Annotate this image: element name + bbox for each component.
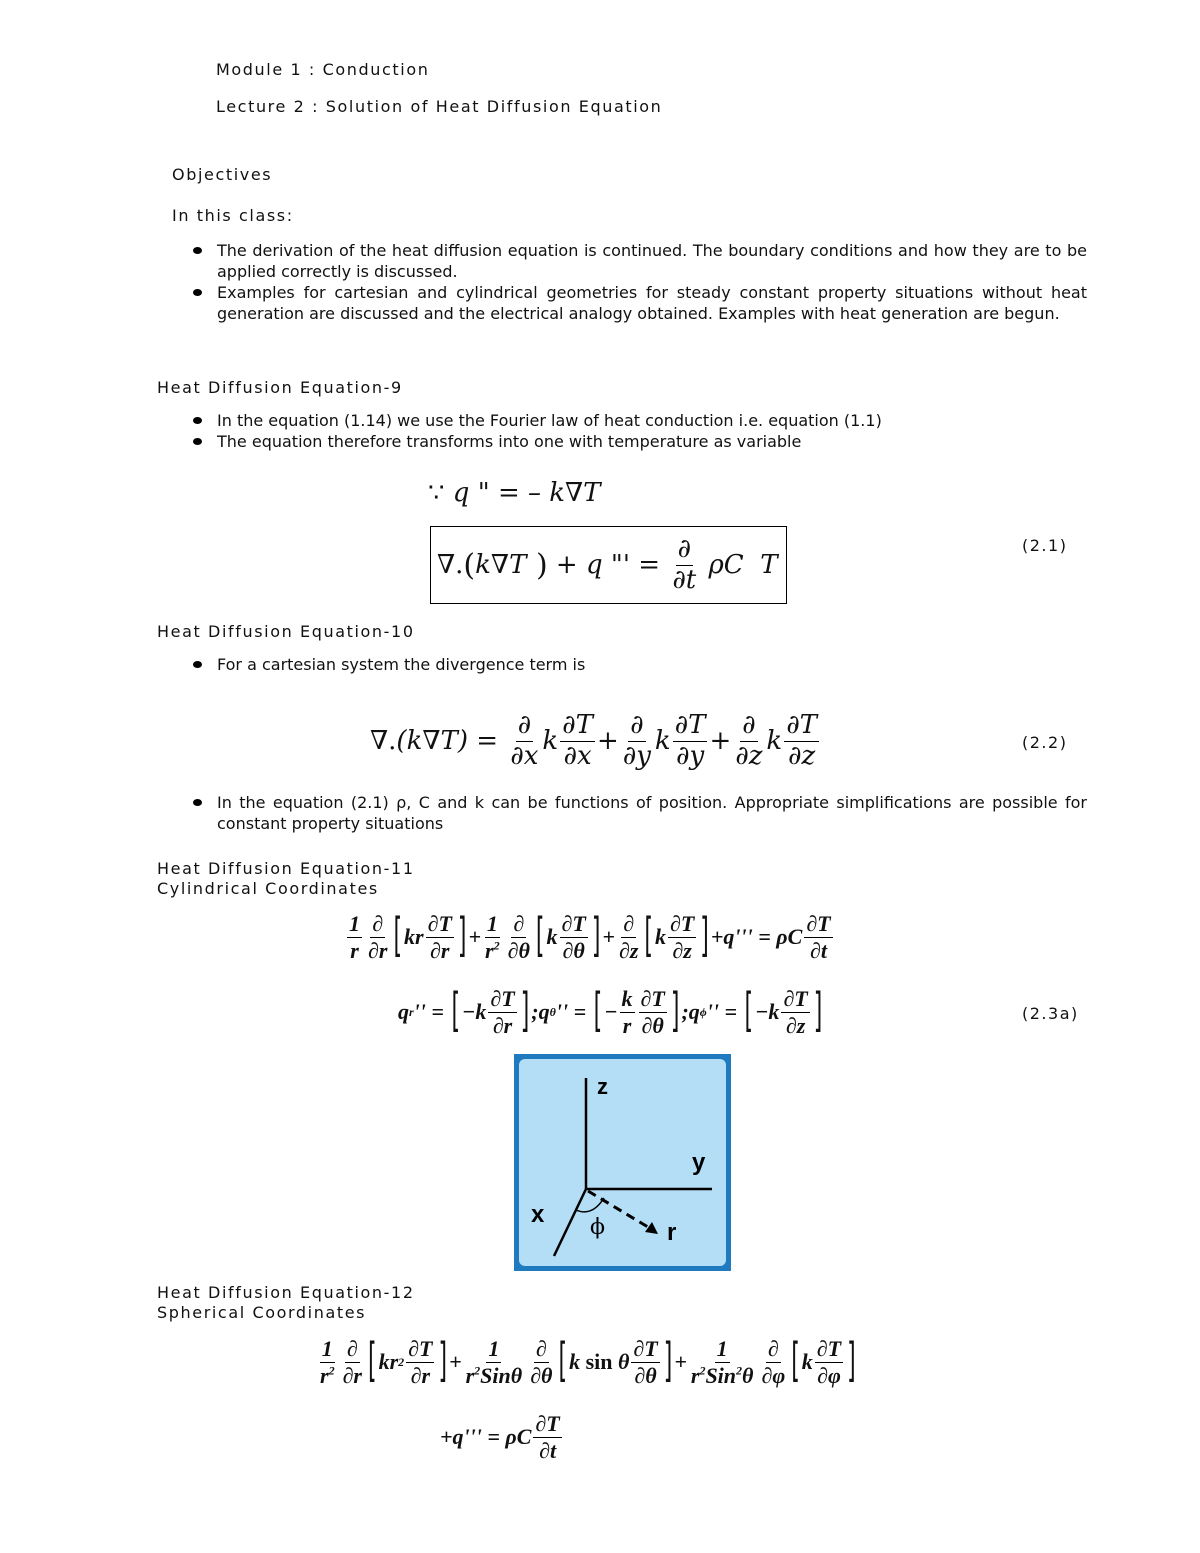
cylindrical-equation: $\frac{1}{r}$ $\frac{\partial}{\partial r}$ [ kr $\frac{\partial T}{\partial r}$ ] + $\frac{1}{r^2}$ $\frac{\partial}{\partial\theta}$ [ k $\frac{\partial T}{\partial\theta}$ ] + $\frac{\partial}{\partial z}$ [ k $\frac{\partial T}{\partial z}$ ] +q''' = ρC $\frac{\partial T}{\partial t}$ [349,910,831,964]
phi-label: ϕ [590,1215,605,1240]
section9-list [193,410,1087,452]
objectives-intro: In this class: [172,206,294,225]
module-title: Module 1 : Conduction [216,60,430,79]
list-item: The derivation of the heat diffusion equation is continued. The boundary conditions and how they are to be applied correctly is discussed. [193,240,1087,282]
list-item: The equation therefore transforms into one with temperature as variable [193,431,1087,452]
z-axis-label: z [597,1074,608,1099]
list-item: Examples for cartesian and cylindrical geometries for steady constant property situations without heat generation are discussed and the electrical analogy obtained. Examples with heat generation are begun. [193,282,1087,324]
heat-diffusion-equation: ∇. ( k ∇ T ) + q "' = $\frac{\partial}{\partial t}$ ρC T [437,533,778,595]
section-heading-11: Heat Diffusion Equation-11 [157,859,415,878]
section10-list-2 [193,792,1087,834]
x-axis-label: x [531,1201,545,1228]
objectives-list [193,240,1087,324]
cartesian-divergence-equation: ∇. (k ∇ T) = $\frac{\partial}{\partial x}$ k $\frac{\partial T}{\partial x}$ + $\frac{\partial}{\partial y}$ k $\frac{\partial T}{\partial y}$ + $\frac{\partial}{\partial z}$ k $\frac{\partial T}{\partial z}$ [370,709,817,771]
section-heading-12: Heat Diffusion Equation-12 [157,1283,415,1302]
spherical-equation-continued: +q''' = ρC $\frac{\partial T}{\partial t}$ [440,1411,560,1463]
y-axis-label: y [692,1149,706,1176]
cylindrical-flux-equation: q r '' = [ −k $\frac{\partial T}{\partial r}$ ] ;q θ '' = [ − $\frac{k}{r}$ $\frac{\partial T}{\partial\theta}$ ] ;q ϕ '' = [ −k $\frac{\partial T}{\partial z}$ ] [398,985,823,1039]
r-label: r [667,1219,677,1246]
equation-number-2-1: (2.1) [1022,536,1068,555]
section10-list-1 [193,654,1087,675]
list-item: In the equation (1.14) we use the Fourier law of heat conduction i.e. equation (1.1) [193,410,1087,431]
section-heading-10: Heat Diffusion Equation-10 [157,622,415,641]
objectives-heading: Objectives [172,165,273,184]
equation-number-2-2: (2.2) [1022,733,1068,752]
section-heading-9: Heat Diffusion Equation-9 [157,378,403,397]
fourier-law-equation: ∵ q " = – k ∇ T [428,478,601,508]
lecture-title: Lecture 2 : Solution of Heat Diffusion Equation [216,97,663,116]
spherical-equation: $\frac{1}{r^2}$ $\frac{\partial}{\partial r}$ [ kr 2 $\frac{\partial T}{\partial r}$ ] + $\frac{1}{r^2Sin\theta}$ $\frac{\partial}{\partial\theta}$ [ k sin θ $\frac{\partial T}{\partial\theta}$ ] + $\frac{1}{r^2Sin^2\theta}$ $\frac{\partial}{\partial\varphi}$ [ k $\frac{\partial T}{\partial\varphi}$ ] [320,1335,856,1389]
equation-number-2-3a: (2.3a) [1022,1004,1079,1023]
section-subheading-11: Cylindrical Coordinates [157,879,379,898]
cylindrical-coordinates-figure [512,1052,733,1273]
list-item: For a cartesian system the divergence term is [193,654,1087,675]
section-subheading-12: Spherical Coordinates [157,1303,367,1322]
list-item: In the equation (2.1) ρ, C and k can be functions of position. Appropriate simplifications are possible for constant property situations [193,792,1087,834]
